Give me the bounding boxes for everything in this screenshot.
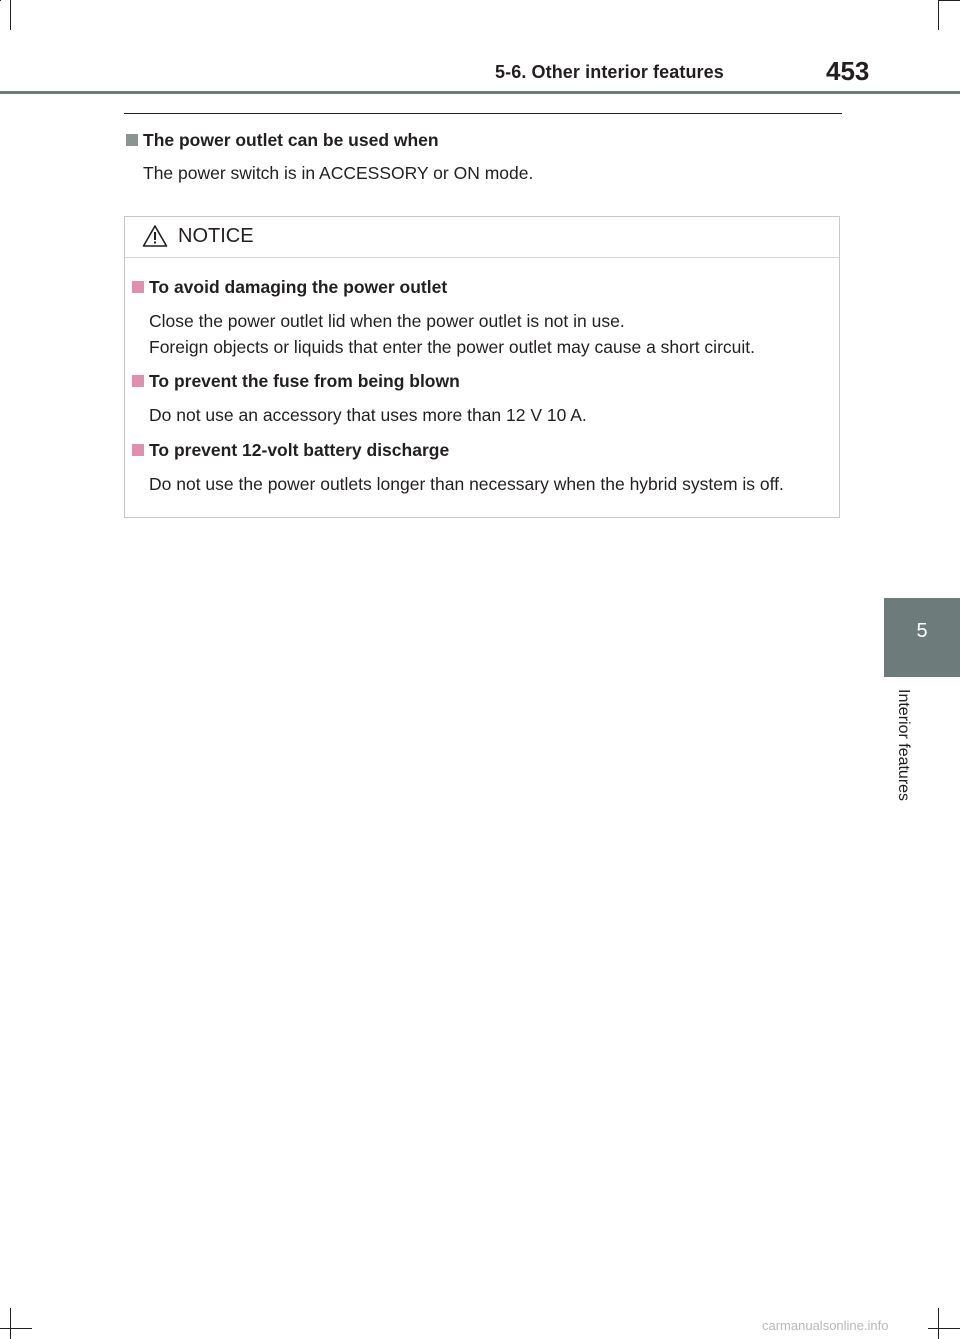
- square-bullet-icon: [126, 134, 138, 146]
- header-rule: [0, 91, 960, 94]
- crop-mark-top-right-h: [938, 0, 960, 1]
- content-top-rule: [124, 113, 842, 114]
- square-bullet-icon: [132, 281, 144, 293]
- notice-item-title-text: To avoid damaging the power outlet: [149, 277, 448, 297]
- notice-item-line: Do not use the power outlets longer than necessary when the hybrid system is off.: [149, 474, 784, 494]
- chapter-number: 5: [916, 620, 928, 642]
- entry-title: [126, 130, 439, 151]
- notice-item-title-text: To prevent 12-volt battery discharge: [149, 440, 450, 460]
- entry-title-text: The power outlet can be used when: [143, 130, 439, 150]
- entry-text: The power switch is in ACCESSORY or ON mode.: [143, 163, 534, 183]
- page-number: 453: [826, 56, 870, 86]
- notice-item-title: [132, 440, 449, 461]
- notice-item-title-text: To prevent the fuse from being blown: [149, 371, 460, 391]
- notice-item-line: Close the power outlet lid when the power outlet is not in use.: [149, 311, 625, 331]
- crop-mark-bottom-left-v: [10, 1308, 11, 1339]
- square-bullet-icon: [132, 375, 144, 387]
- watermark: carmanualsonline.info: [762, 1318, 889, 1333]
- chapter-tab: [884, 598, 960, 677]
- square-bullet-icon: [132, 444, 144, 456]
- crop-mark-bottom-right-v: [938, 1308, 939, 1339]
- crop-mark-bottom-left-h: [0, 1328, 32, 1329]
- chapter-label: Interior features: [895, 689, 912, 802]
- crop-mark-top-right-v: [938, 0, 939, 30]
- crop-mark-bottom-right-h: [928, 1328, 960, 1329]
- notice-item-line: Foreign objects or liquids that enter the power outlet may cause a short circuit.: [149, 337, 755, 357]
- section-title: 5-6. Other interior features: [495, 62, 724, 82]
- crop-mark-top-left-h: [0, 0, 1, 1]
- notice-item-title: [132, 277, 447, 298]
- notice-label: NOTICE: [178, 225, 254, 247]
- notice-box: [124, 216, 840, 518]
- notice-header: [125, 217, 839, 258]
- crop-mark-top-left-v: [10, 0, 11, 30]
- warning-triangle-icon: [142, 224, 168, 248]
- notice-item-line: Do not use an accessory that uses more than 12 V 10 A.: [149, 405, 587, 425]
- notice-item-title: [132, 371, 460, 392]
